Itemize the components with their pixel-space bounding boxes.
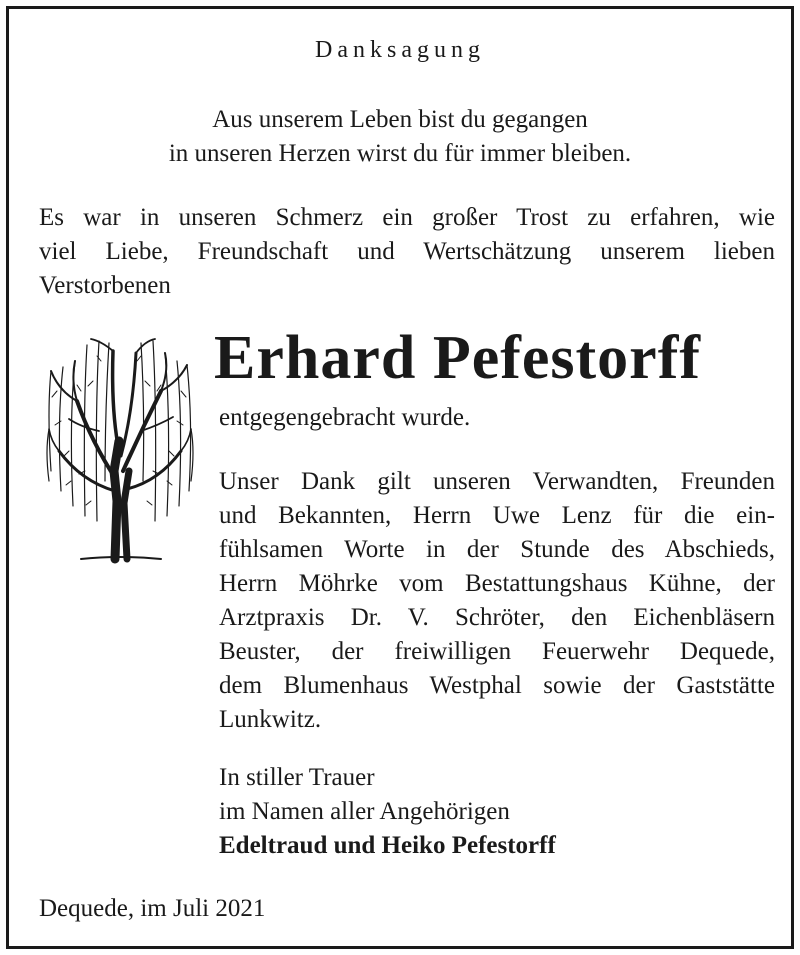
intro-paragraph <box>39 201 775 303</box>
received-line: entgegengebracht wurde. <box>219 404 471 431</box>
deceased-name: Erhard Pefestorff <box>214 324 701 392</box>
closing-line: im Namen aller Angehörigen <box>219 798 510 825</box>
intro-line: Verstorbenen <box>39 272 171 299</box>
thanks-line: und Bekannten, Herrn Uwe Lenz für die ein- <box>219 502 775 529</box>
intro-line: Es war in unseren Schmerz ein großer Trost zu erfahren, wie <box>39 204 775 231</box>
signers: Edeltraud und Heiko Pefestorff <box>219 832 556 859</box>
thanks-line: Unser Dank gilt unseren Verwandten, Freunden <box>219 468 775 495</box>
notice-heading: Danksagung <box>315 37 485 63</box>
place-date: Dequede, im Juli 2021 <box>39 895 266 922</box>
verse <box>9 103 791 171</box>
verse-line: in unseren Herzen wirst du für immer bleiben. <box>168 140 632 167</box>
tree-icon <box>41 331 197 567</box>
verse-line: Aus unserem Leben bist du gegangen <box>212 106 588 133</box>
thanks-line: dem Blumenhaus Westphal sowie der Gaststätte <box>219 672 775 699</box>
closing-block <box>219 761 556 863</box>
thanks-line: Arztpraxis Dr. V. Schröter, den Eichenbläsern <box>219 604 775 631</box>
closing-line: In stiller Trauer <box>219 764 375 791</box>
thanks-line: fühlsamen Worte in der Stunde des Abschieds, <box>219 536 775 563</box>
notice-frame <box>6 6 794 949</box>
thanks-paragraph <box>219 465 775 737</box>
intro-line: viel Liebe, Freundschaft und Wertschätzung unserem lieben <box>39 238 775 265</box>
thanks-line: Herrn Möhrke vom Bestattungshaus Kühne, der <box>219 570 775 597</box>
thanks-line: Beuster, der freiwilligen Feuerwehr Dequede, <box>219 638 775 665</box>
thanks-line: Lunkwitz. <box>219 706 322 733</box>
